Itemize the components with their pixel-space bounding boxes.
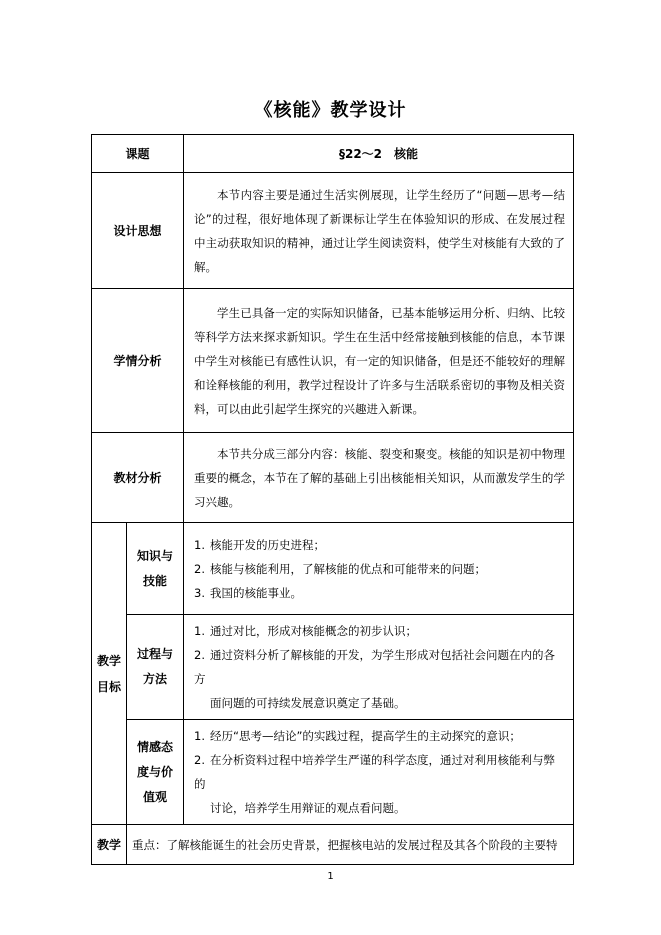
objective-process-row [92,615,574,720]
student-analysis-text: 学生已具备一定的实际知识储备，已基本能够运用分析、归纳、比较等科学方法来探求新知识。学生在生活中经常接触到核能的信息，本节课中学生对核能已有感性认识，有一定的知识储备，但是还不能较好的理解和诠释核能的利用，教学过程设计了许多与生活联系密切的事物及相关资料，可以由此引起学生探究的兴趣进入新课。 [194,305,566,416]
material-analysis-text: 本节共分成三部分内容：核能、裂变和聚变。核能的知识是初中物理重要的概念，本节在了解的基础上引出核能相关知识，从而激发学生的学习兴趣。 [194,446,566,509]
topic-value: §22～2 核能 [184,135,574,173]
key-points-label: 教学 [92,825,127,865]
lesson-plan-table [91,134,574,865]
objective-emotion-row [92,720,574,825]
knowledge-label-line1: 知识与 [137,548,174,563]
knowledge-cell [184,523,574,615]
design-idea-cell [184,173,574,289]
emotion-cell [184,720,574,825]
key-points-row [92,825,574,865]
list-item: 3. 我国的核能事业。 [194,585,303,600]
knowledge-list [194,533,565,605]
list-item: 2. 通过资料分析了解核能的开发，为学生形成对包括社会问题在内的各方 面问题的可持续发展意识奠定了基础。 [194,648,556,710]
objectives-label-line1: 教学 [96,653,121,668]
student-analysis-row [92,289,574,433]
list-item: 1. 核能开发的历史进程； [194,537,326,552]
list-item: 1. 经历“思考—结论”的实践过程，提高学生的主动探究的意识； [194,729,521,743]
emotion-label-line2: 度与价 [137,764,174,779]
knowledge-label-line2: 技能 [143,573,168,588]
knowledge-label [127,523,184,615]
material-analysis-cell [184,433,574,523]
process-label [127,615,184,720]
emotion-label [127,720,184,825]
list-item: 1. 通过对比，形成对核能概念的初步认识； [194,624,418,638]
design-idea-text: 本节内容主要是通过生活实例展现，让学生经历了“问题—思考—结论”的过程，很好地体现了新课标让学生在体验知识的形成、在发展过程中主动获取知识的精神，通过让学生阅读资料，使学生对核能有大致的了解。 [194,187,566,274]
student-analysis-label: 学情分析 [92,289,184,433]
process-label-line1: 过程与 [137,647,174,661]
process-list [194,619,565,715]
list-item: 2. 核能与核能利用，了解核能的优点和可能带来的问题； [194,561,487,576]
process-cell [184,615,574,720]
key-points-text: 重点：了解核能诞生的社会历史背景，把握核电站的发展过程及其各个阶段的主要特 [127,825,574,865]
material-analysis-row [92,433,574,523]
process-label-line2: 方法 [143,672,168,686]
page-title: 《核能》教学设计 [254,100,407,121]
objectives-label [92,523,127,825]
design-idea-label: 设计思想 [92,173,184,289]
design-idea-row [92,173,574,289]
page-number: 1 [327,871,334,882]
objectives-label-line2: 目标 [96,679,121,694]
topic-row [92,135,574,173]
emotion-label-line3: 值观 [143,789,168,804]
topic-label: 课题 [92,135,184,173]
objective-knowledge-row [92,523,574,615]
student-analysis-cell [184,289,574,433]
list-item: 2. 在分析资料过程中培养学生严谨的科学态度，通过对利用核能利与弊的 讨论，培养学生用辩证的观点看问题。 [194,753,556,815]
emotion-list [194,724,565,820]
emotion-label-line1: 情感态 [137,739,174,754]
material-analysis-label: 教材分析 [92,433,184,523]
